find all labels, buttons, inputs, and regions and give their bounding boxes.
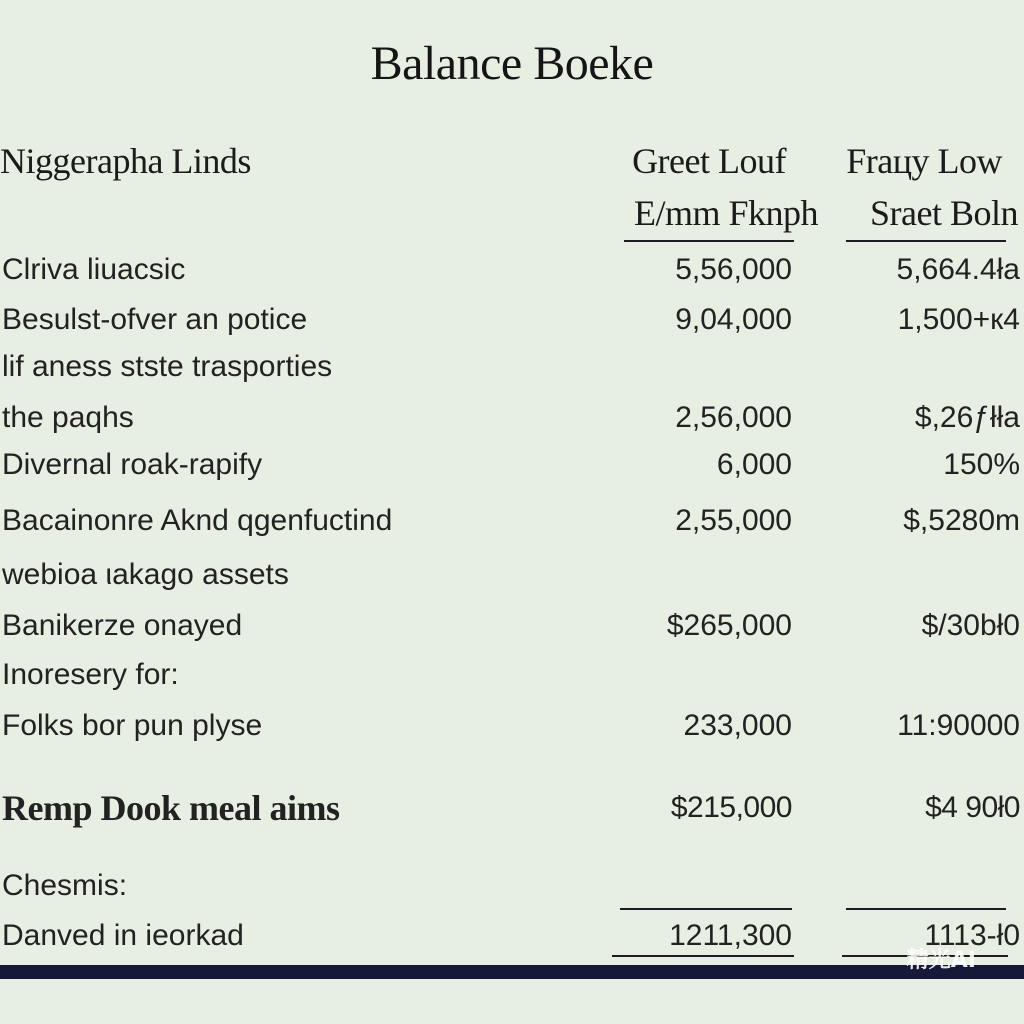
column-header-label: Niggeraрha Linds [0,141,251,181]
row-label: lif aness stste trasporties [2,350,333,383]
table-row [0,555,1024,595]
table-row [0,347,1024,387]
row-label: Chesmis: [2,869,128,902]
table-row [0,445,1024,485]
table-row-total [0,916,1024,956]
row-value-col-2: 1,500+к4 [897,303,1020,336]
row-value-col-1: 233,000 [683,709,792,742]
row-value-col-1: 5,56,000 [675,253,792,286]
row-value-col-1: 2,55,000 [675,504,792,537]
column-2-header-line-1: Fraцу Low [846,141,1002,181]
table-row [0,606,1024,646]
column-2-header-underline [846,240,1006,242]
page-title: Balance Boeke [370,37,654,90]
column-1-header-line-1: Greet Louf [632,141,786,181]
row-label: Remp Dook meal aims [2,788,340,828]
table-row [0,866,1024,906]
row-label: Besulst-ofver an potice [2,303,308,336]
row-value-col-1: $265,000 [666,609,792,642]
row-label: Clriva liuacsic [2,253,186,286]
table-row [0,300,1024,340]
row-value-col-1: $215,000 [670,791,792,824]
table-row [0,250,1024,290]
table-row [0,655,1024,695]
column-1-header-line-2: E/mm Fknph [633,193,818,233]
row-value-col-2: $,26ƒłła [914,401,1020,434]
footer-bar [0,965,1024,979]
row-value-col-2: 5,664.4ła [896,253,1020,286]
total-col-1-bottom-rule [612,955,794,957]
row-label: Danved in ieorkad [2,919,244,952]
row-value-col-1: 6,000 [716,448,792,481]
row-label: Folks bor pun plyse [2,709,263,742]
row-label: Bacainonre Aknd qgenfuctind [2,504,393,537]
total-col-2-top-rule [846,908,1006,910]
row-label: the paqhs [2,401,134,434]
column-1-header-underline [624,240,794,242]
row-label: Divernal roak-rapify [2,448,263,481]
row-value-col-2: 11:90000 [897,709,1020,742]
table-row [0,501,1024,541]
row-value-col-2: $4 90ł0 [925,791,1020,824]
table-row-subtotal [0,788,1024,828]
row-label: Inoresery for: [2,658,179,691]
total-col-1-top-rule [620,908,792,910]
row-label: Banikerze onayed [2,609,243,642]
row-value-col-2: 150% [943,448,1020,481]
row-value-col-2: 1113-ł0 [924,919,1020,952]
table-row [0,398,1024,438]
row-value-col-1: 2,56,000 [675,401,792,434]
row-value-col-1: 9,04,000 [675,303,792,336]
row-value-col-1: 1211,300 [669,919,792,952]
watermark: 精光AI [906,948,976,973]
table-row [0,706,1024,746]
row-label: webioa ιakago assets [2,558,289,591]
row-value-col-2: $/30bł0 [921,609,1020,642]
column-2-header-line-2: Sraet Boln [870,193,1018,233]
row-value-col-2: $,5280m [903,504,1020,537]
